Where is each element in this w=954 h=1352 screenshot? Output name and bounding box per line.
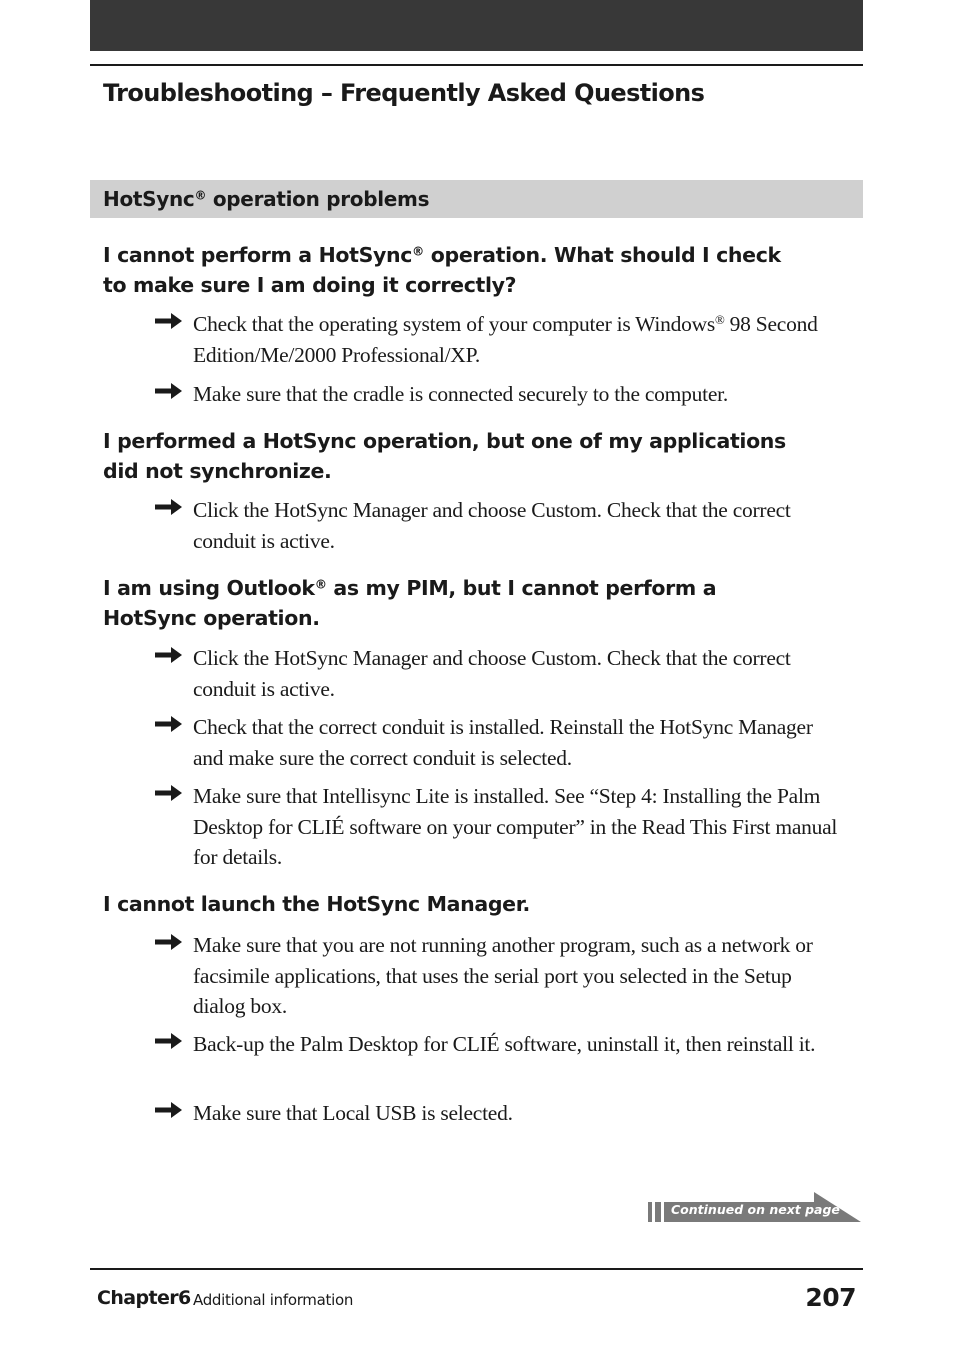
faq-question-1: I cannot perform a HotSync® operation. What should I check to make sure I am doing it correctly? [103, 243, 781, 297]
faq-answer-3-3: Make sure that Intellisync Lite is installed. See “Step 4: Installing the Palm Desktop for CLIÉ software on your computer” in the Read This First manual for details. [155, 781, 855, 873]
section-band [90, 180, 863, 218]
chapter-label: Chapter6 [97, 1287, 191, 1309]
header-bar [90, 0, 863, 51]
faq-answer-1-2: Make sure that the cradle is connected securely to the computer. [155, 379, 835, 410]
section-title: HotSync® operation problems [103, 187, 430, 211]
footer-rule [90, 1268, 863, 1270]
right-arrow-icon [155, 715, 183, 733]
page-number: 207 [805, 1283, 856, 1312]
chapter-description: Additional information [193, 1291, 354, 1309]
right-arrow-icon [155, 784, 183, 802]
faq-question-4: I cannot launch the HotSync Manager. [103, 892, 530, 916]
header-rule [90, 64, 863, 66]
faq-answer-1-1: Check that the operating system of your computer is Windows® 98 Second Edition/Me/2000 Professional/XP. [155, 309, 835, 370]
continued-label: Continued on next page [671, 1202, 840, 1217]
right-arrow-icon [155, 933, 183, 951]
right-arrow-icon [155, 1101, 183, 1119]
faq-answer-2-1: Click the HotSync Manager and choose Custom. Check that the correct conduit is active. [155, 495, 835, 556]
right-arrow-icon [155, 382, 183, 400]
faq-answer-3-1: Click the HotSync Manager and choose Custom. Check that the correct conduit is active. [155, 643, 835, 704]
right-arrow-icon [155, 312, 183, 330]
faq-question-3: I am using Outlook® as my PIM, but I cannot perform a HotSync operation. [103, 576, 717, 630]
faq-answer-4-3: Make sure that Local USB is selected. [155, 1098, 835, 1129]
right-arrow-icon [155, 1032, 183, 1050]
faq-answer-4-2: Back-up the Palm Desktop for CLIÉ software, uninstall it, then reinstall it. [155, 1029, 835, 1060]
faq-answer-3-2: Check that the correct conduit is installed. Reinstall the HotSync Manager and make sure the correct conduit is selected. [155, 712, 835, 773]
faq-answer-4-1: Make sure that you are not running another program, such as a network or facsimile applications, that uses the serial port you selected in the Setup dialog box. [155, 930, 835, 1022]
right-arrow-icon [155, 498, 183, 516]
right-arrow-icon [155, 646, 183, 664]
faq-question-2: I performed a HotSync operation, but one of my applications did not synchronize. [103, 429, 786, 483]
page-title: Troubleshooting – Frequently Asked Questions [103, 79, 705, 107]
